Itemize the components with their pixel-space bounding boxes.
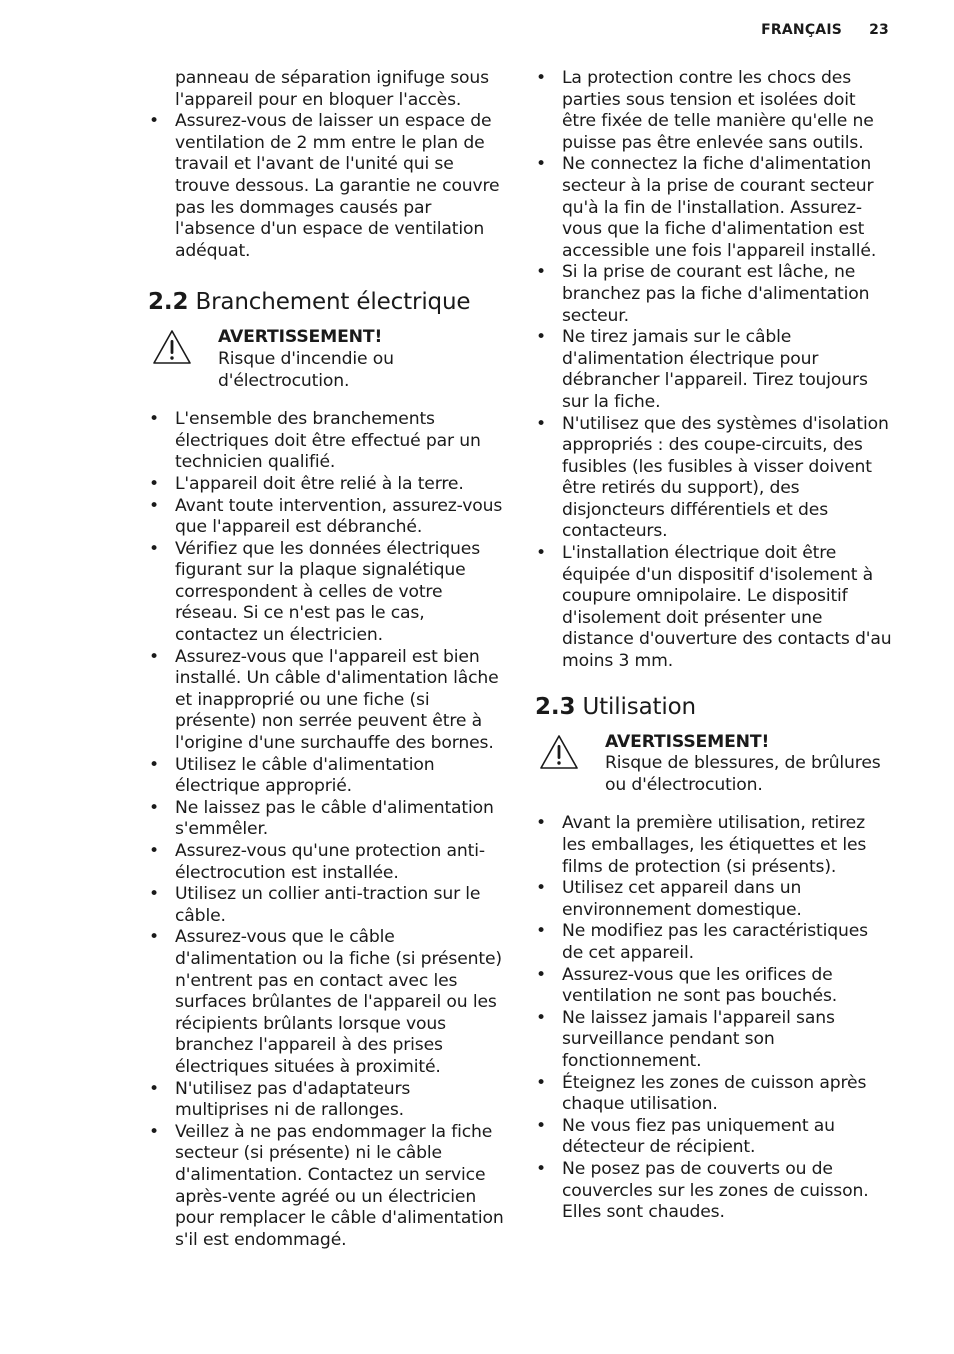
list-item: • Assurez-vous que les orifices de ventilation ne sont pas bouchés. (535, 965, 893, 1008)
page-number: 23 (869, 22, 889, 38)
header-language: FRANÇAIS (761, 22, 843, 38)
list-item: • Vérifiez que les données électriques figurant sur la plaque signalétique correspondent à celles de votre réseau. Si ce n'est pas le cas, contactez un électricien. (148, 539, 504, 647)
warning-title: AVERTISSEMENT! (605, 731, 770, 752)
list-item: • Assurez-vous que l'appareil est bien installé. Un câble d'alimentation lâche et inapproprié ou une fiche (si présente) non serrée peuvent être à l'origine d'une surchauffe des bornes. (148, 647, 504, 755)
list-item: • Ne laissez pas le câble d'alimentation s'emmêler. (148, 798, 504, 841)
warning-triangle-icon (152, 329, 192, 365)
list-item: • L'ensemble des branchements électriques doit être effectué par un technicien qualifié. (148, 409, 504, 474)
section-heading-2-2 (148, 287, 504, 317)
bullet-list (535, 68, 893, 673)
list-item: • Ne posez pas de couverts ou de couvercles sur les zones de cuisson. Elles sont chaudes. (535, 1159, 893, 1224)
warning-triangle-icon (539, 734, 579, 770)
list-item: • N'utilisez pas d'adaptateurs multiprises ni de rallonges. (148, 1079, 504, 1122)
list-item: • La protection contre les chocs des parties sous tension et isolées doit être fixée de telle manière qu'elle ne puisse pas être enlevée sans outils. (535, 68, 893, 154)
section-title: Utilisation (582, 693, 696, 720)
list-item: • Avant toute intervention, assurez-vous que l'appareil est débranché. (148, 496, 504, 539)
warning-box (148, 327, 504, 392)
list-item: • Avant la première utilisation, retirez les emballages, les étiquettes et les films de protection (si présents). (535, 813, 893, 878)
list-item: • Ne tirez jamais sur le câble d'alimentation électrique pour débrancher l'appareil. Tirez toujours sur la fiche. (535, 327, 893, 413)
list-item: • Assurez-vous de laisser un espace de ventilation de 2 mm entre le plan de travail et l'avant de l'unité qui se trouve dessous. La garantie ne couvre pas les dommages causés par l'absence d'un espace de ventilation adéquat. (148, 111, 504, 262)
list-item: • Assurez-vous qu'une protection anti-électrocution est installée. (148, 841, 504, 884)
section-title: Branchement électrique (195, 289, 471, 316)
list-item: • Si la prise de courant est lâche, ne branchez pas la fiche d'alimentation secteur. (535, 262, 893, 327)
right-column (535, 68, 893, 1224)
list-item: • Utilisez un collier anti-traction sur le câble. (148, 884, 504, 927)
section-number: 2.2 (148, 289, 189, 316)
list-item: • N'utilisez que des systèmes d'isolation appropriés : des coupe-circuits, des fusibles (les fusibles à visser doivent être retirés du support), des disjoncteurs différentiels et des contacteurs. (535, 414, 893, 544)
left-column (148, 68, 504, 1251)
list-item: • Utilisez cet appareil dans un environnement domestique. (535, 878, 893, 921)
section-heading-2-3 (535, 692, 893, 722)
bullet-list (148, 409, 504, 1251)
continued-paragraph: panneau de séparation ignifuge sous l'appareil pour en bloquer l'accès. (175, 68, 489, 110)
warning-text: Risque d'incendie ou d'électrocution. (218, 348, 394, 391)
list-item: • Ne modifiez pas les caractéristiques de cet appareil. (535, 921, 893, 964)
list-item: • L'installation électrique doit être équipée d'un dispositif d'isolement à coupure omnipolaire. Le dispositif d'isolement doit présenter une distance d'ouverture des contacts d'au moins 3 mm. (535, 543, 893, 673)
list-item: • Ne connectez la fiche d'alimentation secteur à la prise de courant secteur qu'à la fin de l'installation. Assurez-vous que la fiche d'alimentation est accessible une fois l'appareil installé. (535, 154, 893, 262)
list-item: • Ne laissez jamais l'appareil sans surveillance pendant son fonctionnement. (535, 1008, 893, 1073)
list-item: • Assurez-vous que le câble d'alimentation ou la fiche (si présente) n'entrent pas en contact avec les surfaces brûlantes de l'appareil ou les récipients brûlants lorsque vous branchez l'appareil à des prises électriques situées à proximité. (148, 927, 504, 1078)
warning-text: Risque de blessures, de brûlures ou d'électrocution. (605, 753, 881, 795)
page-header (761, 22, 889, 38)
list-item: • L'appareil doit être relié à la terre. (148, 474, 504, 496)
warning-box (535, 732, 893, 797)
list-item: • Utilisez le câble d'alimentation électrique approprié. (148, 755, 504, 798)
bullet-list (535, 813, 893, 1223)
list-item: • Ne vous fiez pas uniquement au détecteur de récipient. (535, 1116, 893, 1159)
list-item: • Veillez à ne pas endommager la fiche secteur (si présente) ni le câble d'alimentation. Contactez un service après-vente agréé ou un électricien pour remplacer le câble d'alimentation s'il est endommagé. (148, 1122, 504, 1252)
bullet-list (148, 111, 504, 262)
warning-title: AVERTISSEMENT! (218, 327, 383, 348)
list-item: • Éteignez les zones de cuisson après chaque utilisation. (535, 1073, 893, 1116)
section-number: 2.3 (535, 693, 576, 720)
